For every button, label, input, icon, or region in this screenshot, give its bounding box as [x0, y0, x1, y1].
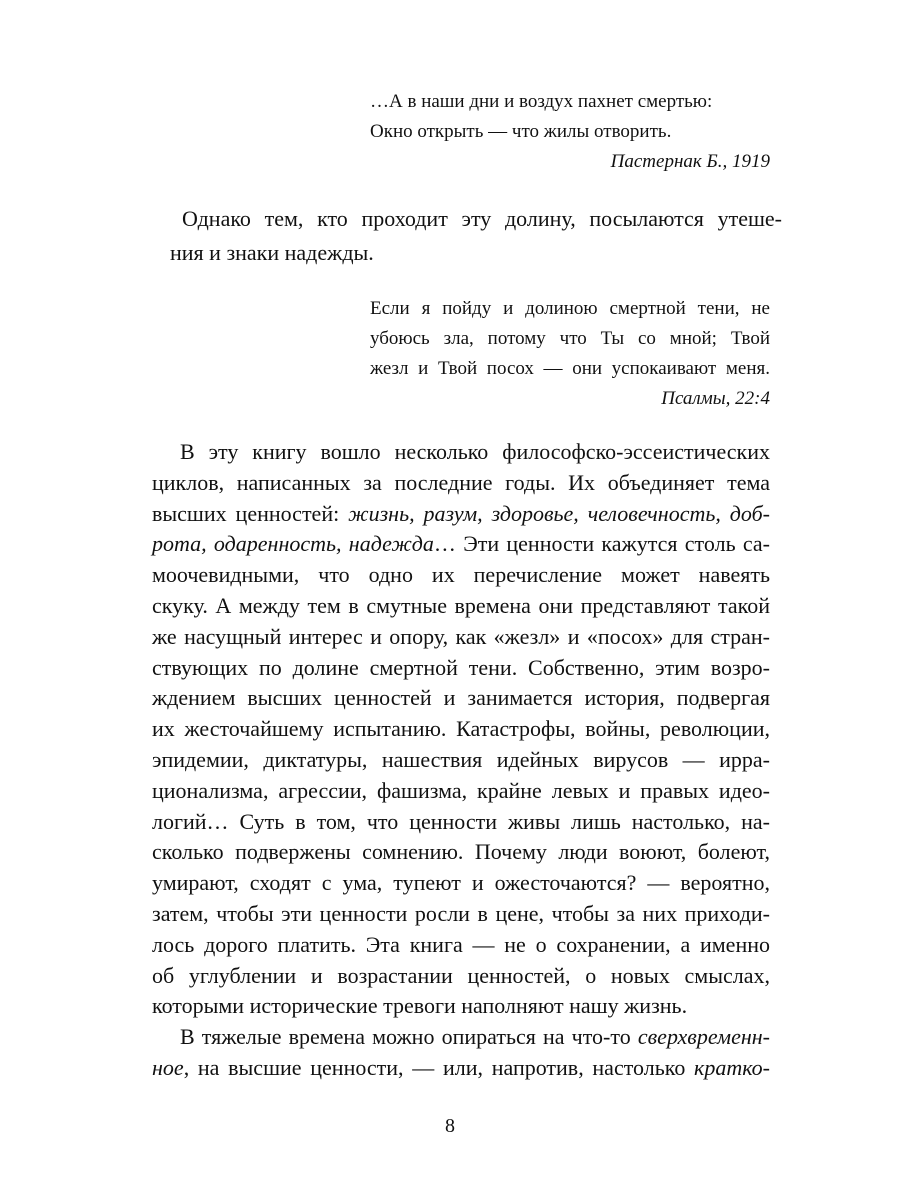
paragraph-line [152, 529, 770, 560]
paragraph-line: об углублении и возрастании ценностей, о новых смыслах, [152, 962, 770, 988]
paragraph-line [152, 1053, 770, 1084]
paragraph-line: лось дорого платить. Эта книга — не о сохранении, а именно [152, 931, 770, 957]
epigraph-pasternak [370, 87, 770, 177]
paragraph-line: ния и знаки надежды. [170, 240, 374, 265]
paragraph-line: циклов, написанных за последние годы. Их объединяет тема [152, 469, 770, 495]
text-run: высших ценностей: [152, 500, 349, 526]
paragraph-line: которыми исторические тревоги наполняют нашу жизнь. [152, 993, 688, 1019]
paragraph-line: В эту книгу вошло несколько философско-эссеистических [180, 439, 770, 464]
epigraph-line: Если я пойду и долиною смертной тени, не [370, 298, 770, 319]
paragraph-main [152, 437, 770, 1084]
epigraph-attribution: Пастернак Б., 1919 [610, 151, 770, 172]
page-number: 8 [445, 1115, 455, 1137]
paragraph-line: их жесточайшему испытанию. Катастрофы, войны, революции, [152, 716, 770, 742]
epigraph-line: Окно открыть — что жилы отворить. [370, 121, 672, 142]
epigraph-line: жезл и Твой посох — они успокаивают меня. [370, 358, 770, 379]
italic-run: сверхвременн- [637, 1024, 770, 1050]
paragraph-line: умирают, сходят с ума, тупеют и ожесточаются? — вероятно, [152, 870, 770, 896]
italic-run: жизнь, разум, здоровье, человечность, доб- [348, 500, 771, 526]
epigraph-line: …А в наши дни и воздух пахнет смертью: [370, 91, 713, 112]
epigraph-psalms [370, 294, 770, 414]
paragraph-line: ционализма, агрессии, фашизма, крайне левых и правых идео- [152, 777, 770, 803]
paragraph-line: логий… Суть в том, что ценности живы лишь настолько, на- [152, 808, 770, 834]
paragraph-line: скуку. А между тем в смутные времена они представляют такой [152, 592, 770, 618]
paragraph-intro [170, 202, 782, 270]
paragraph-line: сколько подвержены сомнению. Почему люди воюют, болеют, [152, 839, 770, 865]
epigraph-line: убоюсь зла, потому что Ты со мной; Твой [370, 328, 770, 349]
text-run: , на высшие ценности, — или, напротив, настолько [183, 1054, 695, 1080]
paragraph-line: ждением высших ценностей и занимается история, подвергая [152, 685, 770, 711]
paragraph-line [152, 499, 770, 530]
italic-run: рота, одаренность, надежда [152, 531, 434, 557]
paragraph-line: затем, чтобы эти ценности росли в цене, чтобы за них приходи- [152, 900, 770, 926]
paragraph-line: эпидемии, диктатуры, нашествия идейных вирусов — ирра- [152, 746, 770, 772]
text-run: В тяжелые времена можно опираться на что-то [180, 1024, 638, 1050]
paragraph-line: ствующих по долине смертной тени. Собственно, этим возро- [152, 654, 770, 680]
paragraph-line: Однако тем, кто проходит эту долину, посылаются утеше- [182, 206, 782, 231]
text-run: … Эти ценности кажутся столь са- [433, 531, 771, 557]
paragraph-line: же насущный интерес и опору, как «жезл» и «посох» для стран- [152, 623, 770, 649]
italic-run: ное [152, 1054, 184, 1080]
epigraph-attribution: Псалмы, 22:4 [661, 388, 770, 409]
paragraph-line: моочевидными, что одно их перечисление может навеять [152, 562, 770, 588]
italic-run: кратко- [694, 1054, 770, 1080]
paragraph-line [152, 1022, 770, 1053]
